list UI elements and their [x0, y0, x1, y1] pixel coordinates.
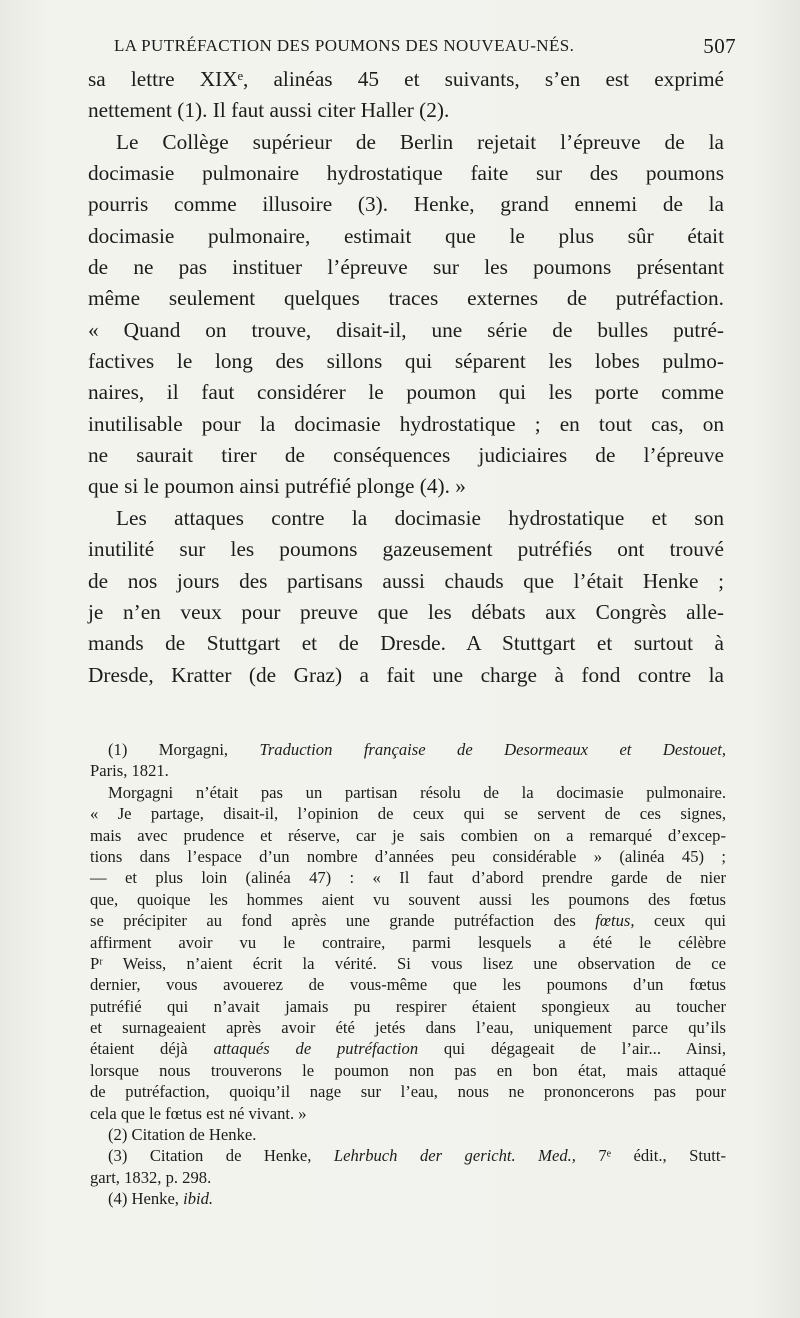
body-line: docimasie pulmonaire hydrostatique faite sur des poumons	[88, 161, 724, 186]
footnote-1	[90, 739, 726, 760]
footnote-line: Morgagni n’était pas un partisan résolu de la docimasie pulmonaire.	[108, 782, 726, 802]
body-line: de ne pas instituer l’épreuve sur les poumons présentant	[88, 255, 724, 280]
footnote-line: mais avec prudence et réserve, car je sais combien on a remarqué d’excep-	[90, 825, 726, 845]
body-line: ne saurait tirer de conséquences judiciaires de l’épreuve	[88, 443, 724, 468]
footnote-text: 7ᵉ édit., Stutt-	[575, 1146, 726, 1166]
footnote-line: putréfié qui n’avait jamais pu respirer étaient spongieux au toucher	[90, 996, 726, 1016]
running-head	[110, 34, 740, 60]
footnote-line	[90, 1038, 726, 1059]
footnote-text: (3) Citation de Henke,	[108, 1146, 334, 1166]
body-line: Dresde, Kratter (de Graz) a fait une charge à fond contre la	[88, 662, 724, 687]
body-line: docimasie pulmonaire, estimait que le plus sûr était	[88, 223, 724, 248]
footnote-line: tions dans l’espace d’un nombre d’années peu considérable » (alinéa 45) ;	[90, 846, 726, 866]
footnote-line: que, quoique les hommes aient vu souvent aussi les poumons des fœtus	[90, 889, 726, 909]
footnote-4	[90, 1188, 726, 1209]
footnote-line: « Je partage, disait-il, l’opinion de ceux qui se servent de ces signes,	[90, 804, 726, 824]
footnote-line: affirment avoir vu le contraire, parmi lesquels a été le célèbre	[90, 932, 726, 952]
body-line: « Quand on trouve, disait-il, une série de bulles putré-	[88, 317, 724, 342]
footnote-emphasis: attaqués de putréfaction	[213, 1039, 419, 1059]
body-line: nettement (1). Il faut aussi citer Haller (2).	[88, 98, 450, 123]
body-line: mands de Stuttgart et de Dresde. A Stuttgart et surtout à	[88, 631, 724, 656]
footnote-2: (2) Citation de Henke.	[108, 1125, 257, 1145]
footnote-text: (4) Henke,	[108, 1189, 184, 1209]
footnote-emphasis: ibid.	[183, 1189, 214, 1209]
footnote-line: lorsque nous trouverons le poumon non pas en bon état, mais attaqué	[90, 1060, 726, 1080]
body-line: de nos jours des partisans aussi chauds que l’était Henke ;	[88, 568, 724, 593]
page-number: 507	[703, 34, 736, 58]
body-line: Le Collège supérieur de Berlin rejetait l’épreuve de la	[116, 129, 724, 154]
footnote-line: cela que le fœtus est né vivant. »	[90, 1103, 307, 1123]
body-line: factives le long des sillons qui séparent les lobes pulmo-	[88, 349, 724, 374]
body-line: je n’en veux pour preuve que les débats aux Congrès alle-	[88, 599, 724, 624]
body-line: inutilisable pour la docimasie hydrostatique ; en tout cas, on	[88, 411, 724, 436]
footnote-line: dernier, vous avouerez de vous-même que les poumons d’un fœtus	[90, 975, 726, 995]
footnote-line: Pʳ Weiss, n’aient écrit la vérité. Si vous lisez une observation de ce	[90, 953, 726, 973]
footnote-text: qui dégageait de l’air... Ainsi,	[418, 1039, 726, 1059]
footnote-text: se précipiter au fond après une grande putréfaction des	[90, 911, 596, 931]
body-text	[88, 64, 724, 691]
footnote-line: et surnageaient après avoir été jetés dans l’eau, uniquement parce qu’ils	[90, 1018, 726, 1038]
body-line: inutilité sur les poumons gazeusement putréfiés ont trouvé	[88, 537, 724, 562]
footnote-line: de putréfaction, quoiqu’il nage sur l’eau, nous ne prononcerons pas pour	[90, 1082, 726, 1102]
footnote-text: ceux qui	[634, 911, 726, 931]
body-line: que si le poumon ainsi putréfié plonge (4). »	[88, 474, 466, 499]
footnote-line	[90, 910, 726, 931]
footnotes	[90, 739, 726, 1210]
footnote-line: gart, 1832, p. 298.	[90, 1167, 212, 1187]
body-line: naires, il faut considérer le poumon qui les porte comme	[88, 380, 724, 405]
body-line: même seulement quelques traces externes de putréfaction.	[88, 286, 724, 311]
footnote-3	[90, 1145, 726, 1166]
footnote-1-marker: (1) Morgagni,	[108, 740, 260, 759]
footnote-emphasis: Lehrbuch der gericht. Med.,	[333, 1146, 576, 1166]
footnote-text: étaient déjà	[90, 1039, 214, 1059]
body-line: pourris comme illusoire (3). Henke, grand ennemi de la	[88, 192, 724, 217]
footnote-1-title: Traduction française de Desormeaux et Destouet,	[259, 740, 726, 759]
running-title: LA PUTRÉFACTION DES POUMONS DES NOUVEAU-NÉS.	[114, 36, 575, 55]
body-line: Les attaques contre la docimasie hydrostatique et son	[116, 505, 724, 530]
footnote-line: Paris, 1821.	[90, 761, 169, 781]
footnote-emphasis: fœtus,	[595, 911, 635, 931]
body-line: sa lettre XIXᵉ, alinéas 45 et suivants, s’en est exprimé	[88, 67, 724, 91]
footnote-line: — et plus loin (alinéa 47) : « Il faut d’abord prendre garde de nier	[90, 868, 726, 888]
